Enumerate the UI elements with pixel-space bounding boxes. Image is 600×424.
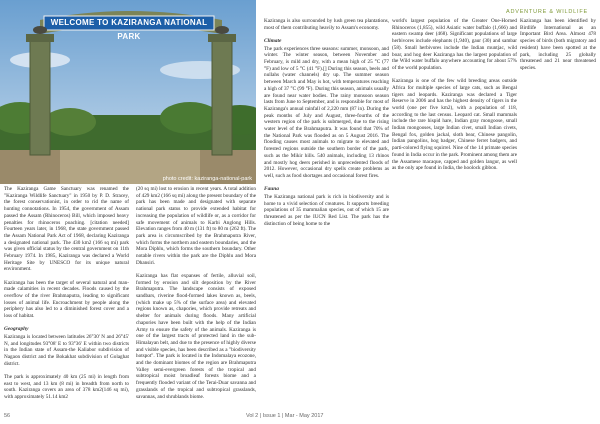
issue-info: Vol 2 | Issue 1 | Mar - May 2017 xyxy=(246,413,324,419)
paragraph: The Kaziranga national park is rich in biodiversity and is home to a vivid selection of creatures. It supports breeding populations of 35 mammalian species, out of which 15 are threatened as per the IUCN Red List. The park has the distinction of being home to the xyxy=(264,193,389,227)
heading-geography: Geography xyxy=(4,326,29,333)
heading-fauna: Fauna xyxy=(264,186,279,193)
paragraph: world's largest population of the Greater One-Horned Rhinoceros (1,855), wild Asiatic water buffalo (1,666) and eastern swamp deer (468). Significant populations of large herbivores include elephants (1,940), gaur (30) and sambar (58). Small herbivores include the Indian muntjac, wild boar, and hog deer Kaziranga has the largest population of the Wild water buffalo anywhere accounting for about 57% of the world population. xyxy=(392,18,517,71)
park-entrance-photo xyxy=(0,0,256,184)
column-2 xyxy=(136,186,256,407)
paragraph: Kaziranga has been the target of several natural and man-made calamities in recent decades. Floods caused by the overflow of the river Brahmaputra, leading to significant losses of animal life. Encroachment by people along the periphery has also led to a diminished forest cover and a loss of habitat. xyxy=(4,279,129,320)
column-3 xyxy=(264,18,389,234)
column-4 xyxy=(392,18,517,178)
paragraph: Kaziranga is located between latitudes 26°30' N and 26°45' N, and longitudes 93°08' E to 93°36' E within two districts in the Indian state of Assam-the Kaliabor subdivision of Nagaon district and the Bokakhat subdivision of Golaghat district. xyxy=(4,334,129,367)
paragraph: Kaziranga is also surrounded by lush green tea plantations, most of them contributing heavily to Assam's economy. xyxy=(264,18,389,31)
paragraph: The Kaziranga Game Sanctuary was renamed the "Kaziranga Wildlife Sanctuary" in 1950 by P. D. Stracey, the forest conservationist, in order to rid the name of hunting connotations. In 1954, the government of Assam passed the Assam (Rhinoceros) Bill, which imposed heavy penalties for rhinoceros poaching. [citation needed] Fourteen years later, in 1968, the state government passed the Assam National Park Act of 1968, declaring Kaziranga a designated national park. The 430 km2 (166 sq mi) park was given official status by the central government on 11th February 1974. In 1985, Kaziranga was declared a World Heritage Site by UNESCO for its unique natural environment. xyxy=(4,186,129,273)
paragraph: Kaziranga has been identified by Birdlife International as an Important Bird Area. Almost 478 species of birds (both migratory and resident) have been spotted at the park, including 25 globally threatened and 21 near threatened species. xyxy=(520,18,596,71)
photo-credit: photo credit: kaziranga-national-park xyxy=(162,176,252,182)
paragraph: The park experiences three seasons: summer, monsoon, and winter. The winter season, between November and February, is mild and dry, with a mean high of 25 °C (77 °F) and low of 5 °C (41 °F).[] During this season, beels and nullahs (water channels) dry up. The summer season between March and May is hot, with temperatures reaching a high of 37 °C (99 °F). During this season, animals usually are found near water bodies. The rainy monsoon season lasts from June to September, and is responsible for most of Kaziranga's annual rainfall of 2,220 mm (87 in). During the peak months of July and August, three-fourths of the western region of the park is submerged, due to the rising water level of the Brahmaputra. It was found that 70% of the National Park was flooded as on 5 August 2016. The flooding causes most animals to migrate to elevated and forested regions outside the southern border of the park, such as the Mikir hills. 540 animals, including 13 rhinos and mostly hog deers perished in unprecedented floods of 2012. However, occasional dry spells create problems as well, such as food shortages and occasional forest fires. xyxy=(264,45,389,179)
paragraph: (20 sq mi) lost to erosion in recent years. A total addition of 429 km2 (166 sq mi) along the present boundary of the park has been made and designated with separate national park status to provide extended habitat for increasing the population of wildlife or, as a corridor for safe movement of animals to Karbi Anglong Hills. Elevation ranges from 40 m (131 ft) to 80 m (262 ft). The park area is circumscribed by the Brahmaputra River, which forms the northern and eastern boundaries, and the Mora Diphlu, which forms the southern boundary. Other notable rivers within the park are the Diphlu and Mora Dhansiri. xyxy=(136,186,257,266)
paragraph: Kaziranga has flat expanses of fertile, alluvial soil, formed by erosion and silt deposition by the River Brahmaputra. The landscape consists of exposed sandbars, riverine flood-formed lakes known as, beels, (which make up 5% of the surface area) and elevated regions known as, chapories, which provide retreats and shelter for animals during floods. Many artificial chapories have been built with the help of the Indian Army to ensure the safety of the animals. Kaziranga is one of the largest tracts of protected land in the sub-Himalayan belt, and due to the presence of highly diverse and visible species, has been described as a "biodiversity hotspot". The park is located in the Indomalaya ecozone, and the dominant biomes of the region are Brahmaputra Valley semi-evergreen forests of the tropical and subtropical moist broadleaf forests biome and a frequently flooded variant of the Terai-Duar savanna and grasslands of the tropical and subtropical grasslands, savannas, and shrublands biome. xyxy=(136,272,256,400)
column-1 xyxy=(4,186,129,407)
column-5 xyxy=(520,18,596,78)
page-footer xyxy=(0,410,600,424)
heading-climate: Climate xyxy=(264,37,282,44)
paragraph: Kaziranga is one of the few wild breeding areas outside Africa for multiple species of large cats, such as Bengal tigers and leopards. Kaziranga was declared a Tiger Reserve in 2006 and has the highest density of tigers in the world (one per five km2), with a population of 118, according to the last census. Leopard cat. Small mammals include the rare hispid hare, Indian gray mongoose, small Indian mongooses, large Indian civet, small Indian civets, Bengal fox, golden jackal, sloth bear, Chinese pangolin, Indian pangolins, hog badger, Chinese ferret badgers, and parti-colored flying squirrel. Nine of the 14 primate species found in India occur in the park. Prominent among them are the Assamese macaque, capped and golden langur, as well as the only ape found in India, the hoolock gibbon. xyxy=(392,78,517,172)
page-number: 56 xyxy=(4,413,11,419)
gate-sign-text: WELCOME TO KAZIRANGA NATIONAL PARK xyxy=(50,18,208,41)
section-label: ADVENTURE & WILDLIFE xyxy=(505,9,588,15)
paragraph: The park is approximately 40 km (25 mi) in length from east to west, and 13 km (8 mi) in breadth from north to south. Kaziranga covers an area of 378 km2(146 sq mi), with approximately 51.14 km2 xyxy=(4,374,129,401)
